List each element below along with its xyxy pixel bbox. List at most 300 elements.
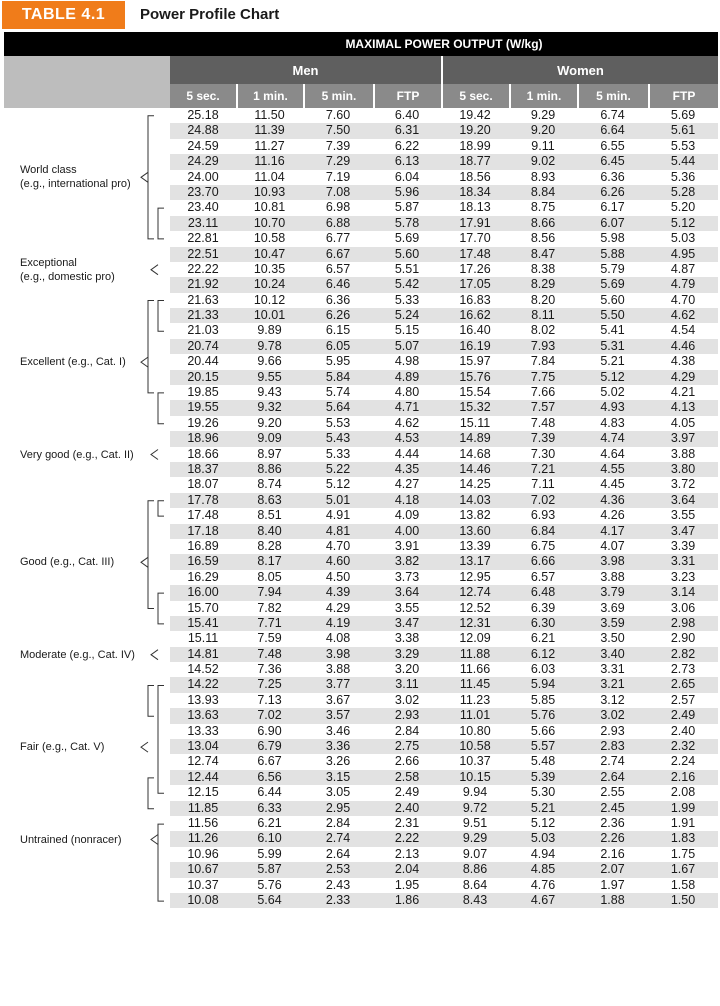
table-cell: 4.26 [600,508,625,523]
table-cell: 24.59 [187,138,219,153]
table-cell: 15.32 [459,400,491,415]
category-bracket [158,393,164,424]
category-bracket [158,824,164,901]
table-cell: 19.20 [459,123,491,138]
table-cell: 3.02 [394,692,420,707]
table-cell: 9.09 [257,431,282,446]
table-cell: 3.98 [325,646,351,661]
table-cell: 18.07 [187,477,219,492]
table-cell: 14.46 [459,461,491,476]
table-cell: 4.21 [670,385,696,400]
table-cell: 8.28 [257,538,282,553]
category-bracket [158,301,164,332]
table-cell: 5.76 [530,708,556,723]
table-cell: 18.96 [187,431,219,446]
category-pointer [141,172,148,182]
group-women: Women [441,56,718,84]
table-cell: 6.22 [394,138,420,153]
table-cell: 6.88 [325,215,351,230]
table-cell: 2.13 [394,846,420,861]
table-cell: 3.88 [325,662,351,677]
table-cell: 6.26 [325,308,351,323]
table-cell: 10.96 [187,846,219,861]
category-bracket [148,501,154,609]
table-cell: 6.15 [325,323,351,338]
table-cell: 5.57 [530,739,556,754]
table-cell: 7.13 [257,692,282,707]
table-cell: 4.76 [530,877,556,892]
table-cell: 10.37 [187,877,219,892]
table-cell: 6.67 [325,246,351,261]
table-cell: 6.93 [530,508,556,523]
table-cell: 5.03 [530,831,556,846]
table-cell: 6.48 [530,585,556,600]
table-cell: 3.29 [394,646,420,661]
table-cell: 3.31 [670,554,696,569]
table-cell: 2.84 [394,723,420,738]
table-cell: 5.69 [600,277,625,292]
table-cell: 3.12 [600,692,625,707]
table-cell: 8.20 [530,292,556,307]
table-cell: 3.47 [394,615,420,630]
table-cell: 11.04 [254,169,285,184]
table-cell: 11.85 [187,800,219,815]
table-cell: 3.88 [670,446,696,461]
table-cell: 3.98 [600,554,625,569]
table-cell: 6.75 [530,538,556,553]
table-cell: 6.05 [325,338,351,353]
table-cell: 4.81 [325,523,351,538]
table-cell: 13.93 [187,692,219,707]
group-men: Men [170,56,441,84]
table-cell: 2.74 [325,831,351,846]
table-cell: 16.59 [187,554,219,569]
table-cell: 16.19 [459,338,491,353]
category-bracket [158,501,164,516]
table-cell: 1.75 [670,846,696,861]
category-bracket [158,208,164,239]
table-cell: 3.11 [395,677,419,692]
table-cell: 4.71 [394,400,420,415]
table-cell: 4.17 [600,523,625,538]
table-cell: 14.52 [187,662,219,677]
table-cell: 7.82 [257,600,282,615]
table-cell: 2.43 [325,877,351,892]
table-cell: 1.97 [600,877,625,892]
col-women-5min: 5 min. [577,84,648,108]
table-cell: 2.65 [670,677,696,692]
table-cell: 6.84 [530,523,556,538]
table-cell: 5.51 [394,261,420,276]
table-cell: 18.99 [459,138,491,153]
table-cell: 2.04 [394,862,420,877]
table-cell: 5.12 [325,477,351,492]
col-men-1min: 1 min. [236,84,303,108]
table-cell: 3.02 [600,708,625,723]
table-cell: 17.05 [459,277,491,292]
table-cell: 15.97 [459,354,491,369]
table-cell: 5.12 [530,815,556,830]
table-cell: 4.27 [394,477,420,492]
table-cell: 2.93 [394,708,420,723]
table-cell: 6.26 [600,184,625,199]
table-cell: 9.11 [531,138,555,153]
table-cell: 21.33 [187,308,219,323]
table-cell: 9.94 [462,785,488,800]
table-cell: 3.31 [600,662,625,677]
table-cell: 5.60 [394,246,420,261]
table-cell: 4.55 [600,461,625,476]
table-cell: 7.25 [257,677,282,692]
table-cell: 18.77 [459,154,491,169]
table-cell: 10.67 [187,862,219,877]
table-cell: 8.51 [257,508,282,523]
table-cell: 1.83 [670,831,696,846]
table-cell: 4.19 [325,615,351,630]
table-cell: 5.85 [530,692,556,707]
table-cell: 6.55 [600,138,625,153]
table-cell: 10.81 [253,200,286,215]
table-cell: 6.21 [257,815,282,830]
table-cell: 5.12 [600,369,625,384]
table-cell: 11.45 [459,677,491,692]
table-cell: 4.70 [670,292,696,307]
table-cell: 9.89 [257,323,282,338]
table-cell: 1.58 [670,877,696,892]
table-cell: 4.94 [530,846,556,861]
table-cell: 16.62 [459,308,491,323]
table-cell: 2.49 [394,785,420,800]
table-cell: 7.08 [325,184,351,199]
table-cell: 8.02 [530,323,556,338]
table-cell: 5.87 [257,862,282,877]
table-cell: 10.12 [253,292,286,307]
table-cell: 15.54 [459,385,491,400]
table-cell: 5.48 [530,754,556,769]
table-title: Power Profile Chart [140,6,280,23]
table-cell: 2.84 [325,815,351,830]
table-cell: 6.46 [325,277,351,292]
table-cell: 8.64 [462,877,488,892]
table-cell: 4.50 [325,569,351,584]
table-cell: 7.84 [530,354,556,369]
table-cell: 9.78 [257,338,282,353]
table-cell: 10.70 [253,215,286,230]
table-cell: 6.39 [530,600,556,615]
table-cell: 2.31 [394,815,420,830]
table-cell: 15.41 [187,615,219,630]
table-cell: 6.36 [325,292,351,307]
table-cell: 6.04 [394,169,420,184]
category-bracket [158,593,164,624]
table-cell: 2.98 [670,615,696,630]
table-cell: 6.10 [257,831,282,846]
table-cell: 4.45 [600,477,625,492]
table-cell: 12.15 [187,785,219,800]
table-cell: 10.35 [253,261,286,276]
table-cell: 5.41 [600,323,625,338]
table-cell: 8.75 [530,200,556,215]
table-cell: 5.20 [670,200,696,215]
table-cell: 17.48 [187,508,219,523]
table-cell: 5.53 [670,138,696,153]
table-cell: 3.20 [394,662,420,677]
table-cell: 7.71 [257,615,282,630]
table-cell: 5.94 [530,677,556,692]
category-label: Very good (e.g., Cat. II) [20,448,134,461]
table-cell: 17.26 [459,261,491,276]
table-cell: 12.95 [459,569,491,584]
table-cell: 2.64 [325,846,351,861]
table-cell: 9.43 [257,385,282,400]
table-cell: 1.67 [670,862,696,877]
table-cell: 5.64 [257,892,282,907]
col-men-5min: 5 min. [303,84,373,108]
table-cell: 21.63 [187,292,219,307]
table-cell: 11.39 [254,123,285,138]
table-cell: 7.39 [530,431,556,446]
table-cell: 2.16 [670,769,696,784]
table-cell: 10.24 [253,277,286,292]
table-cell: 2.95 [325,800,351,815]
table-cell: 5.33 [394,292,420,307]
table-cell: 9.32 [257,400,282,415]
header-main: MAXIMAL POWER OUTPUT (W/kg) [170,32,718,56]
table-cell: 4.44 [394,446,420,461]
table-cell: 4.62 [670,308,696,323]
table-cell: 8.11 [531,308,555,323]
table-cell: 10.01 [253,308,286,323]
table-cell: 11.01 [459,708,491,723]
table-cell: 3.36 [325,739,351,754]
table-cell: 11.16 [254,154,285,169]
table-cell: 7.60 [325,108,351,122]
table-cell: 5.42 [394,277,420,292]
category-pointer [151,450,158,460]
category-label: World class (e.g., international pro) [20,164,131,191]
table-cell: 1.50 [670,892,696,907]
table-cell: 12.09 [459,631,491,646]
table-cell: 13.17 [459,554,491,569]
table-cell: 5.50 [600,308,625,323]
table-cell: 3.64 [670,492,696,507]
table-cell: 11.88 [459,646,491,661]
table-cell: 1.99 [670,800,696,815]
table-cell: 12.31 [459,615,491,630]
table-cell: 6.36 [600,169,625,184]
table-cell: 5.24 [394,308,420,323]
table-cell: 6.98 [325,200,351,215]
table-cell: 13.82 [459,508,491,523]
table-cell: 21.03 [187,323,219,338]
table-cell: 9.66 [257,354,282,369]
table-cell: 6.03 [530,662,556,677]
table-cell: 7.48 [257,646,282,661]
table-cell: 9.07 [462,846,488,861]
table-cell: 19.26 [187,415,219,430]
table-cell: 4.85 [530,862,556,877]
table-cell: 4.98 [394,354,420,369]
table-cell: 5.03 [670,231,696,246]
table-cell: 3.77 [325,677,351,692]
category-pointer [151,650,158,660]
table-cell: 8.56 [530,231,556,246]
table-cell: 6.67 [257,754,282,769]
table-cell: 3.50 [600,631,625,646]
table-cell: 21.92 [187,277,219,292]
table-cell: 6.40 [394,108,420,122]
table-cell: 14.81 [187,646,219,661]
table-cell: 2.45 [600,800,625,815]
table-cell: 5.69 [394,231,420,246]
table-cell: 9.29 [462,831,488,846]
table-cell: 5.21 [530,800,556,815]
table-cell: 4.93 [600,400,625,415]
table-cell: 17.70 [459,231,491,246]
table-cell: 6.31 [394,123,420,138]
table-cell: 19.85 [187,385,219,400]
table-cell: 7.48 [530,415,556,430]
table-cell: 2.74 [600,754,625,769]
table-cell: 6.74 [600,108,625,122]
table-cell: 6.30 [530,615,556,630]
table-cell: 23.11 [187,215,219,230]
table-cell: 7.02 [530,492,556,507]
table-cell: 5.02 [600,385,625,400]
table-cell: 4.09 [394,508,420,523]
table-cell: 3.91 [394,538,420,553]
table-cell: 16.00 [187,585,219,600]
table-cell: 3.39 [670,538,696,553]
col-women-5sec: 5 sec. [441,84,509,108]
table-cell: 4.67 [530,892,556,907]
table-cell: 6.13 [394,154,420,169]
table-cell: 6.44 [257,785,282,800]
table-cell: 10.93 [253,184,286,199]
table-cell: 3.46 [325,723,351,738]
table-cell: 12.74 [187,754,219,769]
category-label: Good (e.g., Cat. III) [20,556,115,569]
table-cell: 4.18 [394,492,420,507]
table-cell: 5.95 [325,354,351,369]
table-cell: 14.22 [187,677,219,692]
table-cell: 5.79 [600,261,625,276]
table-cell: 17.91 [459,215,491,230]
category-label: Exceptional (e.g., domestic pro) [20,256,115,283]
table-cell: 8.38 [530,261,556,276]
table-cell: 4.00 [394,523,420,538]
table-cell: 8.97 [257,446,282,461]
table-cell: 8.63 [257,492,282,507]
table-cell: 5.99 [257,846,282,861]
category-label: Untrained (nonracer) [20,833,122,846]
table-cell: 3.64 [394,585,420,600]
table-cell: 13.60 [459,523,491,538]
category-pointer [151,835,158,845]
table-cell: 9.20 [530,123,556,138]
table-cell: 22.51 [187,246,219,261]
table-cell: 11.27 [254,138,285,153]
category-pointer [141,357,148,367]
table-cell: 1.88 [600,892,625,907]
table-cell: 2.26 [600,831,625,846]
table-cell: 13.04 [187,739,219,754]
table-cell: 22.22 [187,261,219,276]
table-cell: 4.13 [670,400,696,415]
table-cell: 18.66 [187,446,219,461]
table-cell: 5.44 [670,154,696,169]
table-cell: 9.29 [530,108,556,122]
category-bracket [148,686,154,717]
table-cell: 25.18 [187,108,219,122]
table-cell: 7.93 [530,338,556,353]
table-cell: 5.61 [670,123,696,138]
table-cell: 2.08 [670,785,696,800]
col-women-ftp: FTP [648,84,718,108]
table-cell: 2.36 [600,815,625,830]
table-cell: 5.98 [600,231,625,246]
table-cell: 4.46 [670,338,696,353]
table-cell: 5.66 [530,723,556,738]
table-cell: 2.57 [670,692,696,707]
table-cell: 9.55 [257,369,282,384]
table-cell: 7.57 [530,400,556,415]
table-cell: 3.21 [600,677,625,692]
table-cell: 7.75 [530,369,556,384]
category-bracket [148,116,154,239]
table-cell: 6.57 [325,261,351,276]
table-cell: 8.47 [530,246,556,261]
table-cell: 23.40 [187,200,219,215]
table-cell: 10.58 [253,231,286,246]
table-cell: 5.36 [670,169,696,184]
table-cell: 5.64 [325,400,351,415]
table-cell: 8.66 [530,215,556,230]
table-cell: 3.80 [670,461,696,476]
table-cell: 4.54 [670,323,696,338]
table-cell: 3.15 [325,769,351,784]
table-cell: 9.20 [257,415,282,430]
table-cell: 11.56 [187,815,219,830]
table-cell: 3.14 [670,585,696,600]
table-cell: 3.57 [325,708,351,723]
table-cell: 2.22 [394,831,420,846]
table-cell: 16.29 [187,569,219,584]
table-cell: 5.01 [325,492,351,507]
table-cell: 5.30 [530,785,556,800]
category-label: Fair (e.g., Cat. V) [20,741,105,754]
table-cell: 14.25 [459,477,491,492]
table-cell: 14.03 [459,492,491,507]
table-cell: 5.69 [670,108,696,122]
table-cell: 24.88 [187,123,219,138]
table-cell: 18.37 [187,461,219,476]
table-cell: 4.79 [670,277,696,292]
table-cell: 6.66 [530,554,556,569]
table-cell: 13.63 [187,708,219,723]
category-bracket [148,301,154,393]
table-cell: 8.05 [257,569,282,584]
table-cell: 12.52 [459,600,491,615]
category-bracket [148,778,154,809]
table-cell: 4.07 [600,538,625,553]
table-cell: 3.55 [394,600,420,615]
table-cell: 2.40 [394,800,420,815]
category-pointer [151,265,158,275]
table-cell: 3.82 [394,554,420,569]
table-cell: 6.12 [530,646,556,661]
table-cell: 6.56 [257,769,282,784]
